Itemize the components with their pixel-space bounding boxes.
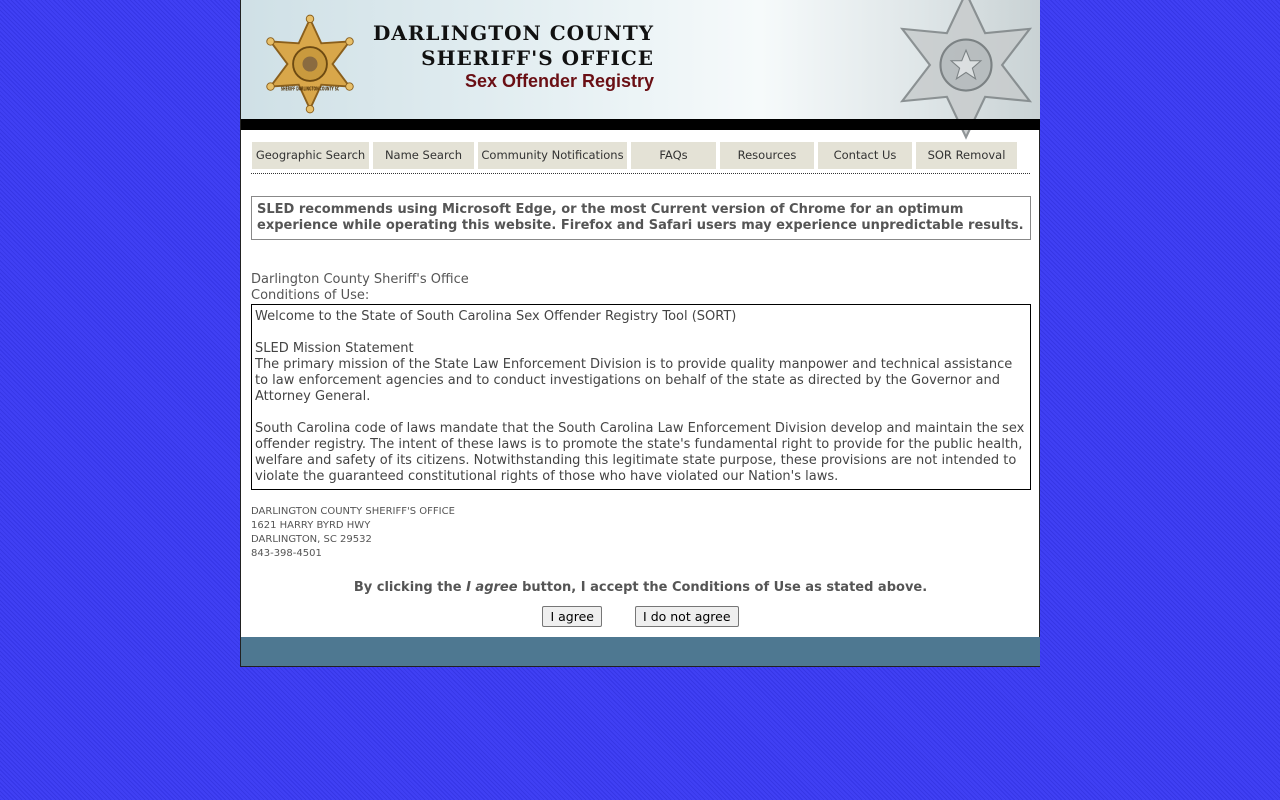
address-line3: DARLINGTON, SC 29532 bbox=[251, 534, 372, 545]
nav-faqs[interactable]: FAQs bbox=[631, 142, 716, 169]
accept-statement bbox=[241, 580, 1040, 595]
conditions-label: Conditions of Use: bbox=[251, 288, 370, 303]
accept-em: I agree bbox=[466, 580, 518, 595]
terms-mission: The primary mission of the State Law Enforcement Division is to provide quality manpower and technical assistance to law enforcement agencies and to conduct investigations on behalf of the state as directed by the Governor and Attorney General. bbox=[255, 357, 1013, 404]
browser-notice: SLED recommends using Microsoft Edge, or the most Current version of Chrome for an optimum experience while operating this website. Firefox and Safari users may experience unpredictable results. bbox=[251, 196, 1031, 240]
address-phone: 843-398-4501 bbox=[251, 548, 322, 559]
address-line2: 1621 HARRY BYRD HWY bbox=[251, 520, 371, 531]
header-banner bbox=[241, 0, 1040, 119]
org-name: Darlington County Sheriff's Office bbox=[251, 272, 469, 287]
sheriff-star-badge-icon bbox=[263, 12, 357, 116]
badge-text: SHERIFF DARLINGTON COUNTY SC bbox=[280, 86, 340, 93]
nav-community-notifications[interactable]: Community Notifications bbox=[478, 142, 627, 169]
nav-divider bbox=[251, 173, 1030, 174]
terms-law: South Carolina code of laws mandate that the South Carolina Law Enforcement Division develop and maintain the sex offender registry. The intent of these laws is to promote the state's fundamental right to provide for the public health, welfare and safety of its citizens. Notwithstanding this legitimate state purpose, these provisions are not intended to violate the guaranteed constitutional rights of those who have violated our Nation's laws. bbox=[255, 421, 1025, 484]
agree-button[interactable]: I agree bbox=[542, 606, 602, 627]
nav-resources[interactable]: Resources bbox=[720, 142, 814, 169]
nav-contact-us[interactable]: Contact Us bbox=[818, 142, 912, 169]
page-container bbox=[240, 0, 1040, 667]
accept-post: button, I accept the Conditions of Use as stated above. bbox=[517, 580, 928, 595]
header-divider bbox=[241, 119, 1040, 130]
terms-mission-title: SLED Mission Statement bbox=[255, 341, 414, 356]
nav-geographic-search[interactable]: Geographic Search bbox=[252, 142, 369, 169]
header-title-line1: DARLINGTON COUNTY bbox=[372, 21, 654, 45]
nav-name-search[interactable]: Name Search bbox=[373, 142, 474, 169]
conditions-of-use-box[interactable] bbox=[251, 304, 1031, 490]
office-address bbox=[251, 505, 455, 561]
accept-pre: By clicking the bbox=[353, 580, 467, 595]
agreement-buttons bbox=[241, 606, 1040, 627]
org-heading bbox=[251, 272, 469, 304]
footer-bar bbox=[241, 637, 1040, 666]
main-nav bbox=[252, 142, 1017, 169]
header-title-line2: SHERIFF'S OFFICE bbox=[421, 46, 654, 70]
address-line1: DARLINGTON COUNTY SHERIFF'S OFFICE bbox=[251, 506, 455, 517]
nav-sor-removal[interactable]: SOR Removal bbox=[916, 142, 1017, 169]
disagree-button[interactable]: I do not agree bbox=[635, 606, 739, 627]
header-subtitle: Sex Offender Registry bbox=[464, 71, 654, 91]
terms-welcome: Welcome to the State of South Carolina Sex Offender Registry Tool (SORT) bbox=[255, 309, 737, 324]
